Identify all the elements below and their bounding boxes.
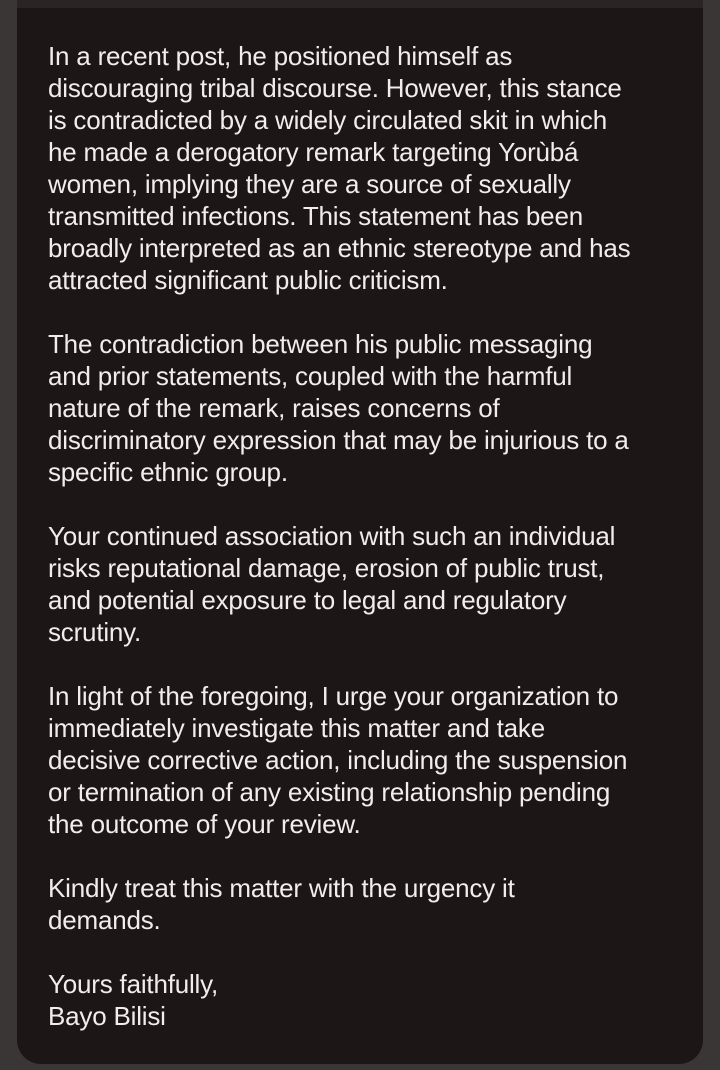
signature-name: Bayo Bilisi bbox=[48, 1001, 166, 1031]
paragraph-4: In light of the foregoing, I urge your organization to immediately investigate this matter and take decisive corrective action, including the suspension or termination of any existing relationship pending the outcome of your review. bbox=[48, 681, 628, 839]
message-card bbox=[17, 0, 703, 1064]
letter-body bbox=[48, 40, 688, 1032]
closing-line: Yours faithfully, bbox=[48, 969, 219, 999]
paragraph-1: In a recent post, he positioned himself as discouraging tribal discourse. However, this stance is contradicted by a widely circulated skit in which he made a derogatory remark targeting Yorùbá women, implying they are a source of sexually transmitted infections. This statement has been broadly interpreted as an ethnic stereotype and has attracted significant public criticism. bbox=[48, 41, 631, 295]
paragraph-5: Kindly treat this matter with the urgency it demands. bbox=[48, 873, 515, 935]
paragraph-2: The contradiction between his public messaging and prior statements, coupled with the harmful nature of the remark, raises concerns of discriminatory expression that may be injurious to a specific ethnic group. bbox=[48, 329, 629, 487]
previous-text-cutoff bbox=[17, 0, 703, 8]
paragraph-3: Your continued association with such an individual risks reputational damage, erosion of public trust, and potential exposure to legal and regulatory scrutiny. bbox=[48, 521, 616, 647]
truncated-line-fragment bbox=[48, 3, 168, 7]
